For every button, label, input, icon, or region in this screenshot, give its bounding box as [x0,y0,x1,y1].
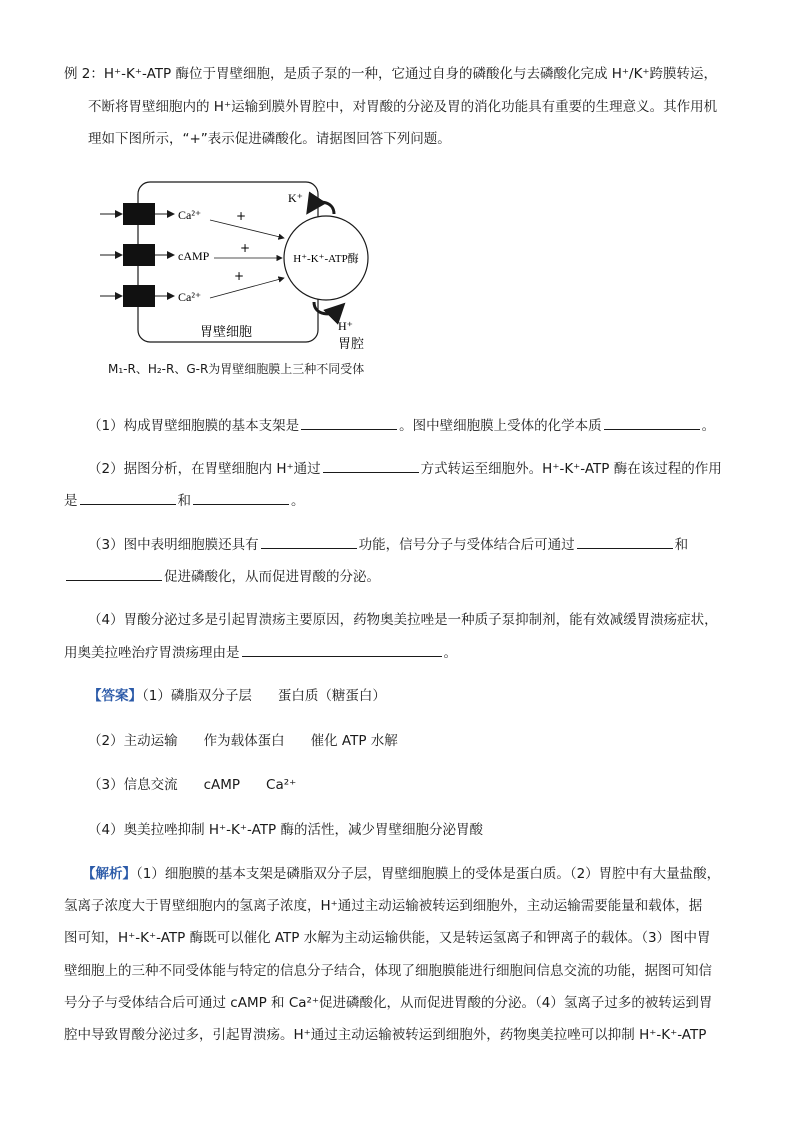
h-ion-label: H⁺ [338,319,353,333]
cell-label: 胃壁细胞 [200,325,253,340]
analysis-tag: 【解析】 [82,866,136,882]
blank-4[interactable] [242,642,442,657]
analysis-line-2: 氢离子浓度大于胃壁细胞内的氢离子浓度，H⁺通过主动运输被转运到细胞外，主动运输需要能量和载体，据 [64,898,703,914]
lumen-label: 胃腔 [338,337,365,352]
blank-3c[interactable] [66,566,162,581]
question-3-line-2: 促进磷酸化，从而促进胃酸的分泌。 [64,566,380,587]
diagram-caption: M₁-R、H₂-R、G-R为胃壁细胞膜上三种不同受体 [108,362,365,376]
analysis-line-3: 图可知，H⁺-K⁺-ATP 酶既可以催化 ATP 水解为主动运输供能，又是转运氢离子和钾离子的载体。（3）图中胃 [64,930,711,946]
receptor-1 [123,203,155,225]
receptor-2 [123,244,155,266]
plus-1: + [236,209,247,223]
question-1: （1）构成胃壁细胞膜的基本支架是 。图中壁细胞膜上受体的化学本质 。 [88,415,715,436]
blank-2a[interactable] [323,458,419,473]
example-line-1: 例 2：H⁺-K⁺-ATP 酶位于胃壁细胞，是质子泵的一种，它通过自身的磷酸化与去磷酸化完成 H⁺/K⁺跨膜转运， [64,66,718,82]
blank-2b[interactable] [80,490,176,505]
question-2-line-1: （2）据图分析，在胃壁细胞内 H⁺通过 方式转运至细胞外。H⁺-K⁺-ATP 酶在该过程的作用 [88,458,722,479]
k-ion-label: K⁺ [288,191,303,205]
question-4-line-2: 用奥美拉唑治疗胃溃疡理由是 。 [64,642,457,663]
k-ion-arrow [312,202,334,214]
example-line-3: 理如下图所示，“+”表示促进磷酸化。请据图回答下列问题。 [88,131,451,147]
proton-pump-diagram [88,170,408,360]
answer-4: （4）奥美拉唑抑制 H⁺-K⁺-ATP 酶的活性，减少胃壁细胞分泌胃酸 [88,822,483,838]
blank-2c[interactable] [193,490,289,505]
answer-tag: 【答案】 [88,688,142,704]
example-line-2: 不断将胃壁细胞内的 H⁺运输到膜外胃腔中，对胃酸的分泌及胃的消化功能具有重要的生理意义。其作用机 [88,99,718,115]
analysis-line-6: 腔中导致胃酸分泌过多，引起胃溃疡。H⁺通过主动运输被转运到细胞外，药物奥美拉唑可以抑制 H⁺-K⁺-ATP [64,1027,707,1043]
analysis-line-4: 壁细胞上的三种不同受体能与特定的信息分子结合，体现了细胞膜能进行细胞间信息交流的功能，据图可知信 [64,963,712,979]
blank-1a[interactable] [301,415,397,430]
plus-3: + [234,269,245,283]
blank-3b[interactable] [577,534,673,549]
answer-2: （2）主动运输 作为载体蛋白 催化 ATP 水解 [88,733,398,749]
question-2-line-2: 是 和 。 [64,490,305,511]
signal-ca-bottom: Ca²⁺ [178,290,202,304]
signal-ca-top: Ca²⁺ [178,208,202,222]
signal-camp: cAMP [178,249,210,263]
answer-3: （3）信息交流 cAMP Ca²⁺ [88,777,297,793]
enzyme-label: H⁺-K⁺-ATP酶 [293,253,359,265]
answer-1: 【答案】（1）磷脂双分子层 蛋白质（糖蛋白） [88,688,386,704]
question-3-line-1: （3）图中表明细胞膜还具有 功能，信号分子与受体结合后可通过 和 [88,534,688,555]
analysis-line-1: 【解析】（1）细胞膜的基本支架是磷脂双分子层，胃壁细胞膜上的受体是蛋白质。（2）胃腔中有大量盐酸， [82,866,721,882]
plus-2: + [240,241,251,255]
blank-1b[interactable] [604,415,700,430]
analysis-line-5: 号分子与受体结合后可通过 cAMP 和 Ca²⁺促进磷酸化，从而促进胃酸的分泌。（4）氢离子过多的被转运到胃 [64,995,713,1011]
blank-3a[interactable] [261,534,357,549]
question-4-line-1: （4）胃酸分泌过多是引起胃溃疡主要原因，药物奥美拉唑是一种质子泵抑制剂，能有效减缓胃溃疡症状， [88,612,718,628]
receptor-3 [123,285,155,307]
